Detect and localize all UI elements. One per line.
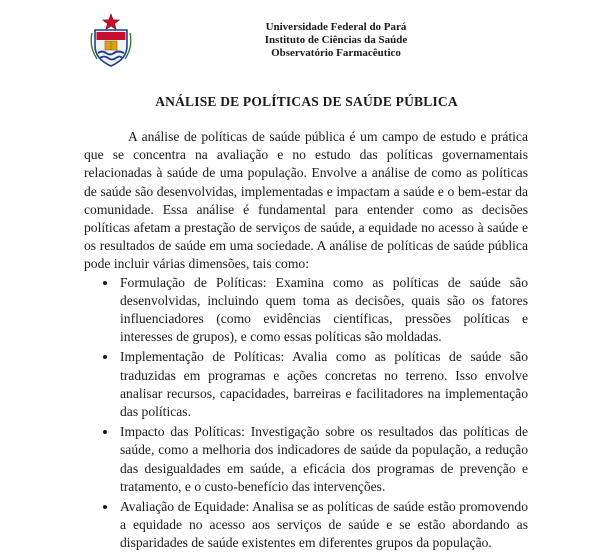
university-name: Universidade Federal do Pará [265, 21, 407, 33]
list-item-implementacao: • Implementação de Políticas: Avalia como as políticas de saúde são traduzidas em programas e ações concretas no terreno. Isso envolve analisar recursos, capacidades, barreiras e facilitadores na implementação das políticas. [118, 348, 528, 421]
university-coat-of-arms-icon [89, 13, 133, 69]
institution-header [206, 21, 466, 60]
list-item-impacto: • Impacto das Políticas: Investigação sobre os resultados das políticas de saúde, como a melhoria dos indicadores de saúde da população, a redução das desigualdades em saúde, a eficácia dos programas de prevenção e tratamento, e o custo-benefício das intervenções. [118, 423, 528, 496]
list-item-equidade: • Avaliação de Equidade: Analisa se as políticas de saúde estão promovendo a equidade no acesso aos serviços de saúde e se estão abordando as disparidades de saúde existentes em diferentes grupos da população. [118, 498, 528, 553]
intro-paragraph: A análise de políticas de saúde pública é um campo de estudo e prática que se concentra na avaliação e no estudo das políticas governamentais relacionadas à saúde de uma população. Envolve a análise de como as políticas de saúde são desenvolvidas, implementadas e impactam a saúde e o bem-estar da comunidade. Essa análise é fundamental para entender como as decisões políticas afetam a prestação de serviços de saúde, a equidade no acesso à saúde e os resultados de saúde em uma sociedade. A análise de políticas de saúde pública pode incluir várias dimensões, tais como: [84, 129, 528, 272]
observatory-name: Observatório Farmacêutico [271, 47, 401, 59]
document-body [84, 128, 528, 555]
dimensions-list [84, 274, 528, 553]
institute-name: Instituto de Ciências da Saúde [264, 34, 408, 46]
list-item-formulacao: • Formulação de Políticas: Examina como as políticas de saúde são desenvolvidas, incluindo quem toma as decisões, quais são os fatores influenciadores (como evidências científicas, pressões políticas e interesses de grupos), e como essas políticas são moldadas. [118, 274, 528, 347]
document-title: ANÁLISE DE POLÍTICAS DE SAÚDE PÚBLICA [155, 94, 458, 109]
